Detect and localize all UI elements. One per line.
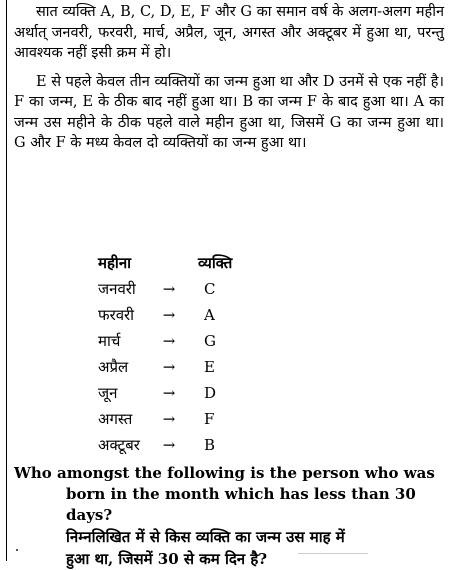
header-month: महीना bbox=[98, 254, 132, 272]
arrow-icon: → bbox=[162, 332, 176, 350]
arrow-icon: → bbox=[162, 358, 176, 376]
month-cell: अगस्त bbox=[98, 410, 133, 428]
person-cell: G bbox=[204, 332, 216, 350]
question-hindi bbox=[14, 526, 444, 570]
table-row bbox=[98, 354, 268, 380]
question-hindi-line-2: हुआ था, जिसमें 30 से कम दिन है? bbox=[66, 550, 268, 568]
month-cell: अक्टूबर bbox=[98, 436, 140, 454]
table-row bbox=[98, 432, 268, 458]
person-cell: E bbox=[204, 358, 215, 376]
arrow-icon: → bbox=[162, 306, 176, 324]
passage-paragraph-2: E से पहले केवल तीन व्यक्तियों का जन्म हुआ था और D उनमें से एक नहीं है। F का जन्म, E के ठीक बाद नहीं हुआ था। B का जन्म F के बाद हुआ था। A का जन्म उस महीने के ठीक पहले वाले महीन हुआ था, जिसमें G का जन्म हुआ था। G और F के मध्य केवल दो व्यक्तियों का जन्म हुआ था। bbox=[14, 73, 444, 151]
question-english-line-1: Who amongst the following is the person who was bbox=[14, 464, 435, 482]
person-cell: A bbox=[204, 306, 215, 324]
table-row bbox=[98, 328, 268, 354]
table-row bbox=[98, 302, 268, 328]
person-cell: B bbox=[204, 436, 216, 454]
question-hindi-line-1: निम्नलिखित में से किस व्यक्ति का जन्म उस माह में bbox=[66, 528, 345, 546]
table-row bbox=[98, 406, 268, 432]
table-row bbox=[98, 276, 268, 302]
question-english-line-2: born in the month which has less than 30 days? bbox=[66, 485, 416, 524]
arrow-icon: → bbox=[162, 436, 176, 454]
solution-table bbox=[98, 250, 268, 458]
arrow-icon: → bbox=[162, 280, 176, 298]
table-header-row bbox=[98, 250, 268, 276]
stray-dot bbox=[16, 549, 18, 551]
arrow-icon: → bbox=[162, 410, 176, 428]
month-cell: जनवरी bbox=[98, 280, 136, 298]
header-person: व्यक्ति bbox=[198, 254, 233, 272]
passage-paragraph-1: सात व्यक्ति A, B, C, D, E, F और G का समान वर्ष के अलग-अलग महीन अर्थात् जनवरी, फरवरी, मार्च, अप्रैल, जून, अगस्त और अक्टूबर में हुआ था, परन्तु आवश्यक नहीं इसी क्रम में हो। bbox=[14, 4, 444, 61]
month-cell: फरवरी bbox=[98, 306, 135, 324]
person-cell: F bbox=[204, 410, 215, 428]
table-row bbox=[98, 380, 268, 406]
puzzle-passage bbox=[14, 2, 444, 162]
month-cell: मार्च bbox=[98, 332, 121, 350]
arrow-icon: → bbox=[162, 384, 176, 402]
question-block bbox=[14, 463, 444, 570]
person-cell: C bbox=[204, 280, 216, 298]
person-cell: D bbox=[204, 384, 217, 402]
question-english bbox=[14, 463, 444, 526]
left-border-rule bbox=[6, 0, 7, 561]
bottom-stub-line bbox=[298, 553, 368, 554]
month-cell: जून bbox=[98, 384, 118, 402]
month-cell: अप्रैल bbox=[98, 358, 129, 376]
